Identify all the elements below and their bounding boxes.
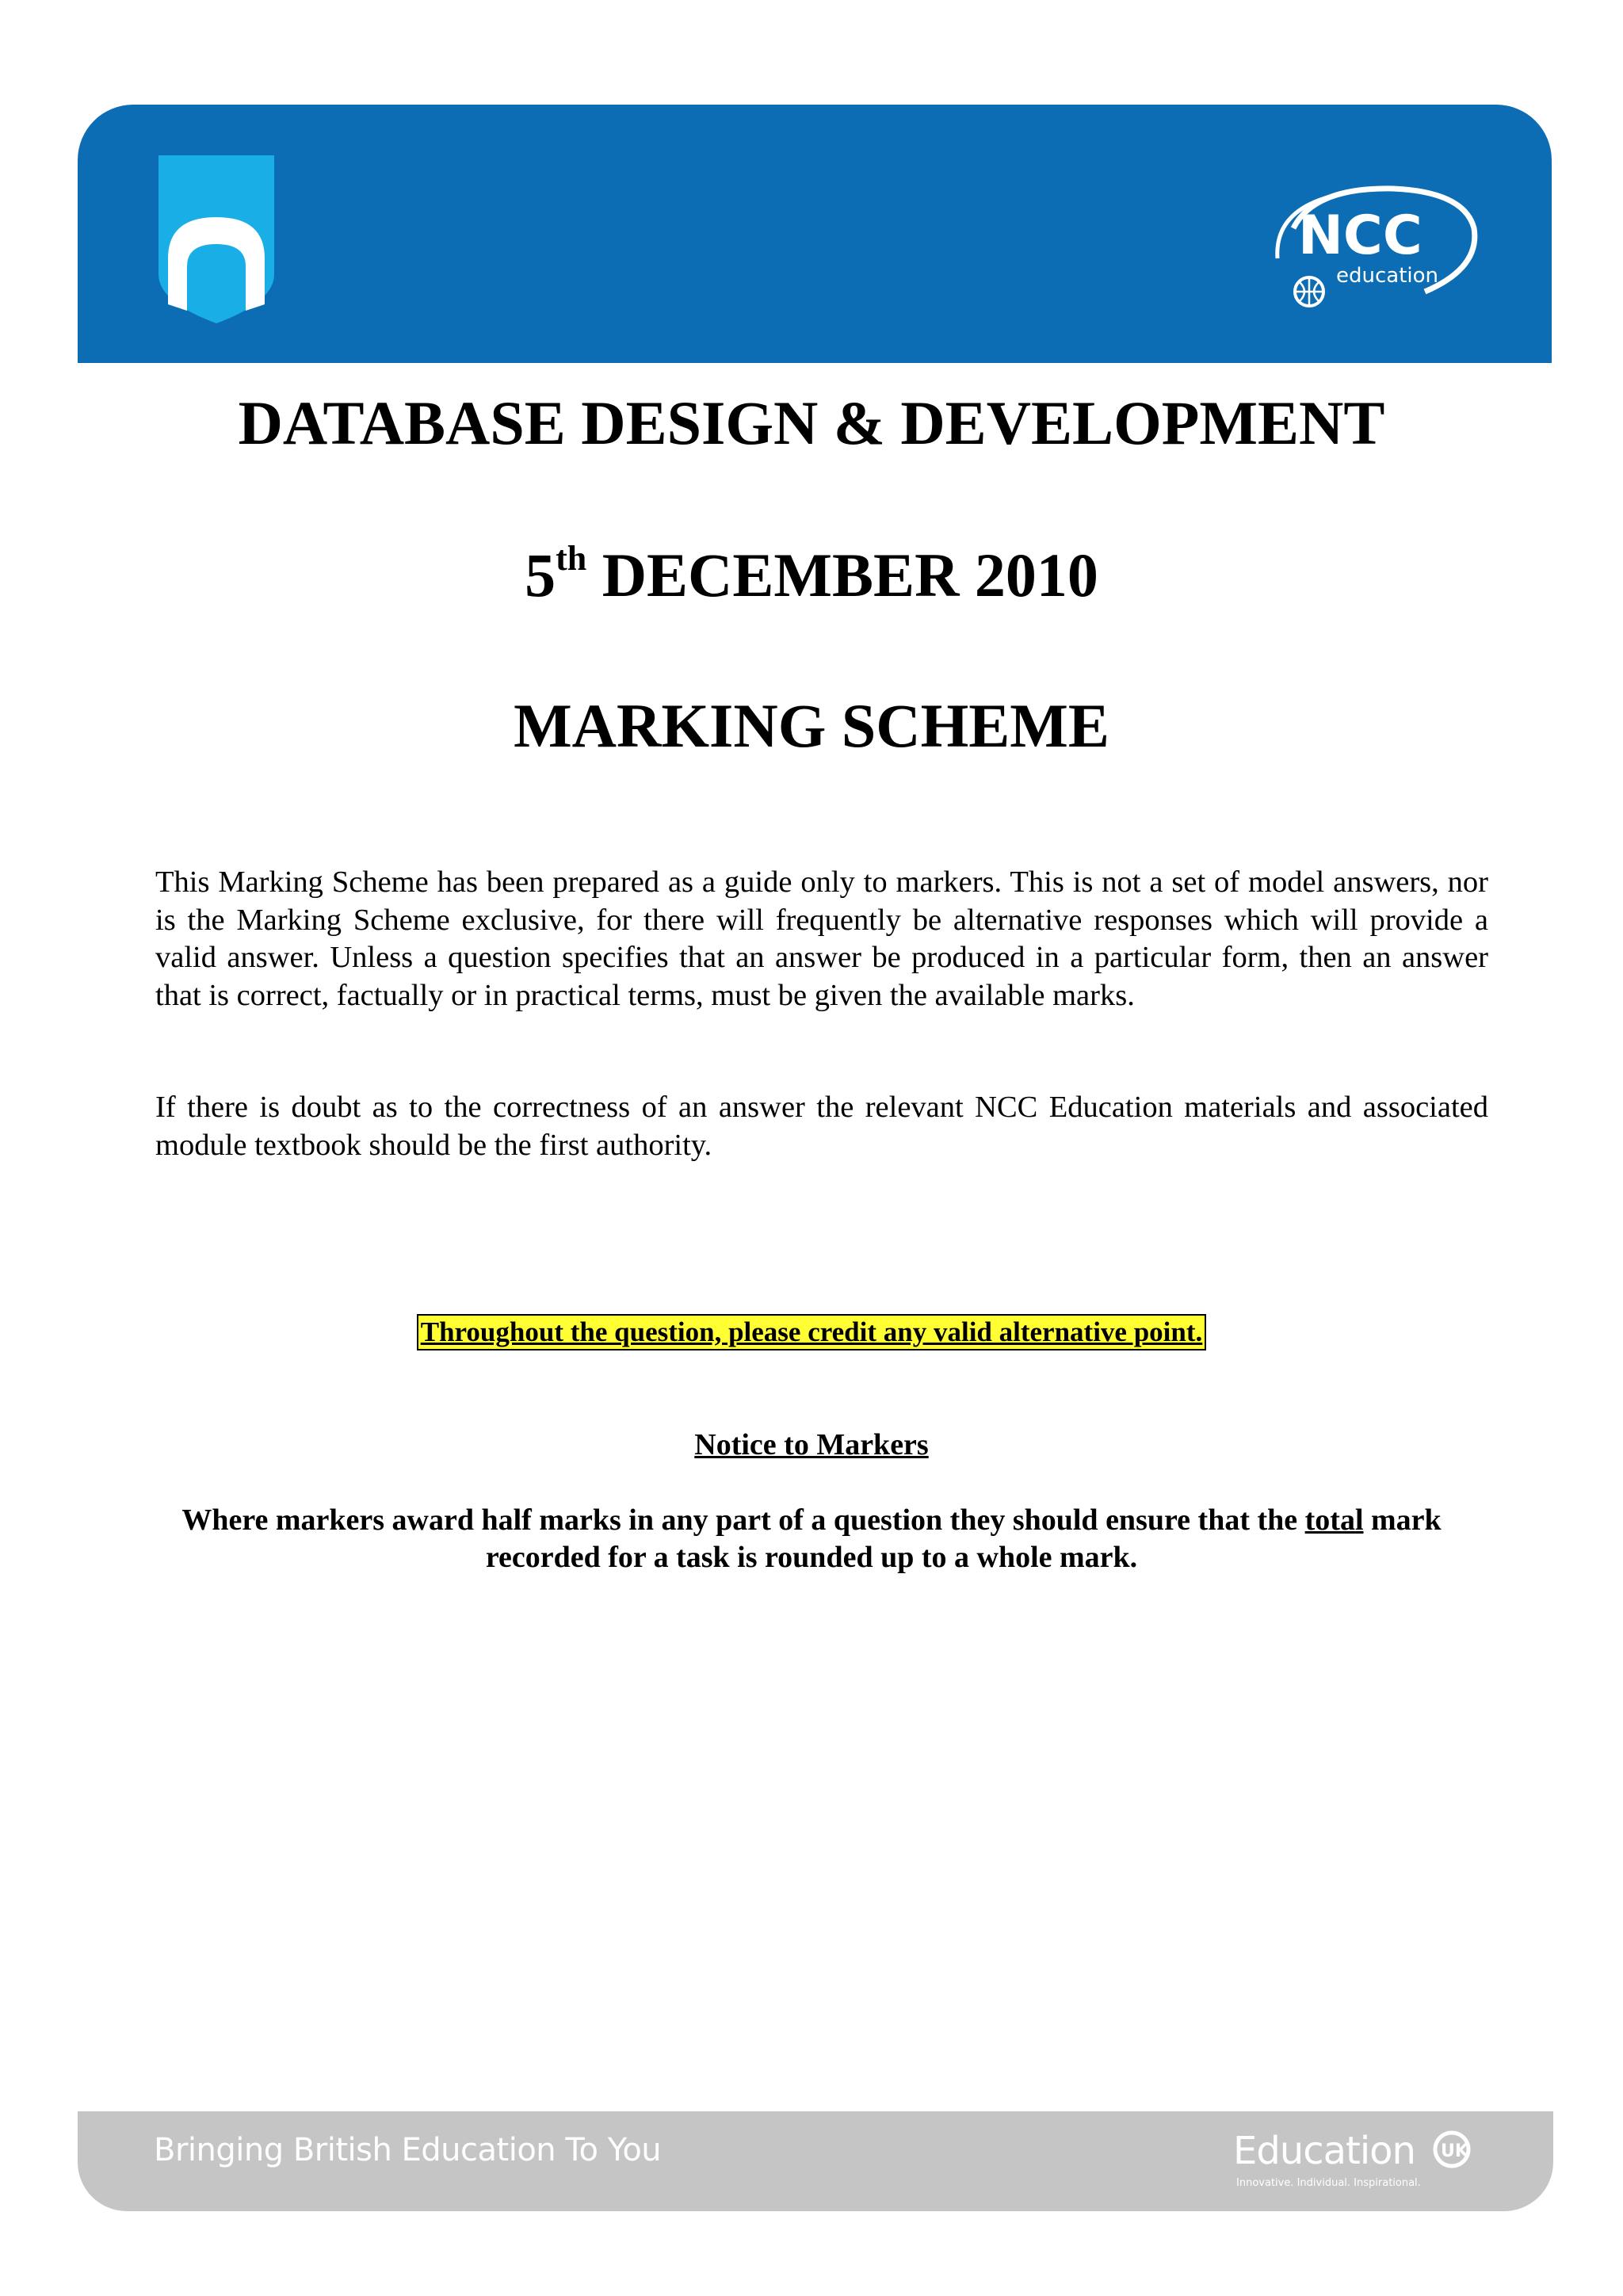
svg-text:NCC: NCC bbox=[1298, 204, 1423, 267]
authority-paragraph: If there is doubt as to the correctness of an answer the relevant NCC Education materials and associated module textbook should be the first authority. bbox=[155, 1091, 1488, 1162]
exam-date: 5th DECEMBER 2010 bbox=[525, 539, 1098, 609]
notice-body: Where markers award half marks in any part of a question they should ensure that the total mark recorded for a task is rounded up to a whole mark. bbox=[181, 1503, 1442, 1574]
svg-text:education: education bbox=[1336, 264, 1439, 288]
footer-slogan: Bringing British Education To You bbox=[154, 2132, 662, 2168]
intro-paragraph: This Marking Scheme has been prepared as a guide only to markers. This is not a set of model answers, nor is the Marking Scheme exclusive, for there will frequently be alternative responses which will provide a valid answer. Unless a question specifies that an answer be produced in a particular form, then an answer that is correct, factually or in practical terms, must be given the available marks. bbox=[155, 865, 1488, 1012]
svg-text:UK: UK bbox=[1441, 2141, 1468, 2161]
highlight-note-row bbox=[0, 1314, 1623, 1350]
document-title: DATABASE DESIGN & DEVELOPMENT bbox=[238, 388, 1385, 457]
notice-title: Notice to Markers bbox=[694, 1428, 929, 1461]
highlight-note: Throughout the question, please credit any valid alternative point. bbox=[417, 1314, 1207, 1350]
shield-crest-logo bbox=[158, 155, 274, 323]
ncc-education-logo bbox=[1266, 181, 1480, 317]
education-uk-wordmark: Education bbox=[1233, 2129, 1415, 2173]
document-subtitle: MARKING SCHEME bbox=[514, 691, 1109, 760]
education-uk-tagline: Innovative. Individual. Inspirational. bbox=[1236, 2177, 1421, 2189]
